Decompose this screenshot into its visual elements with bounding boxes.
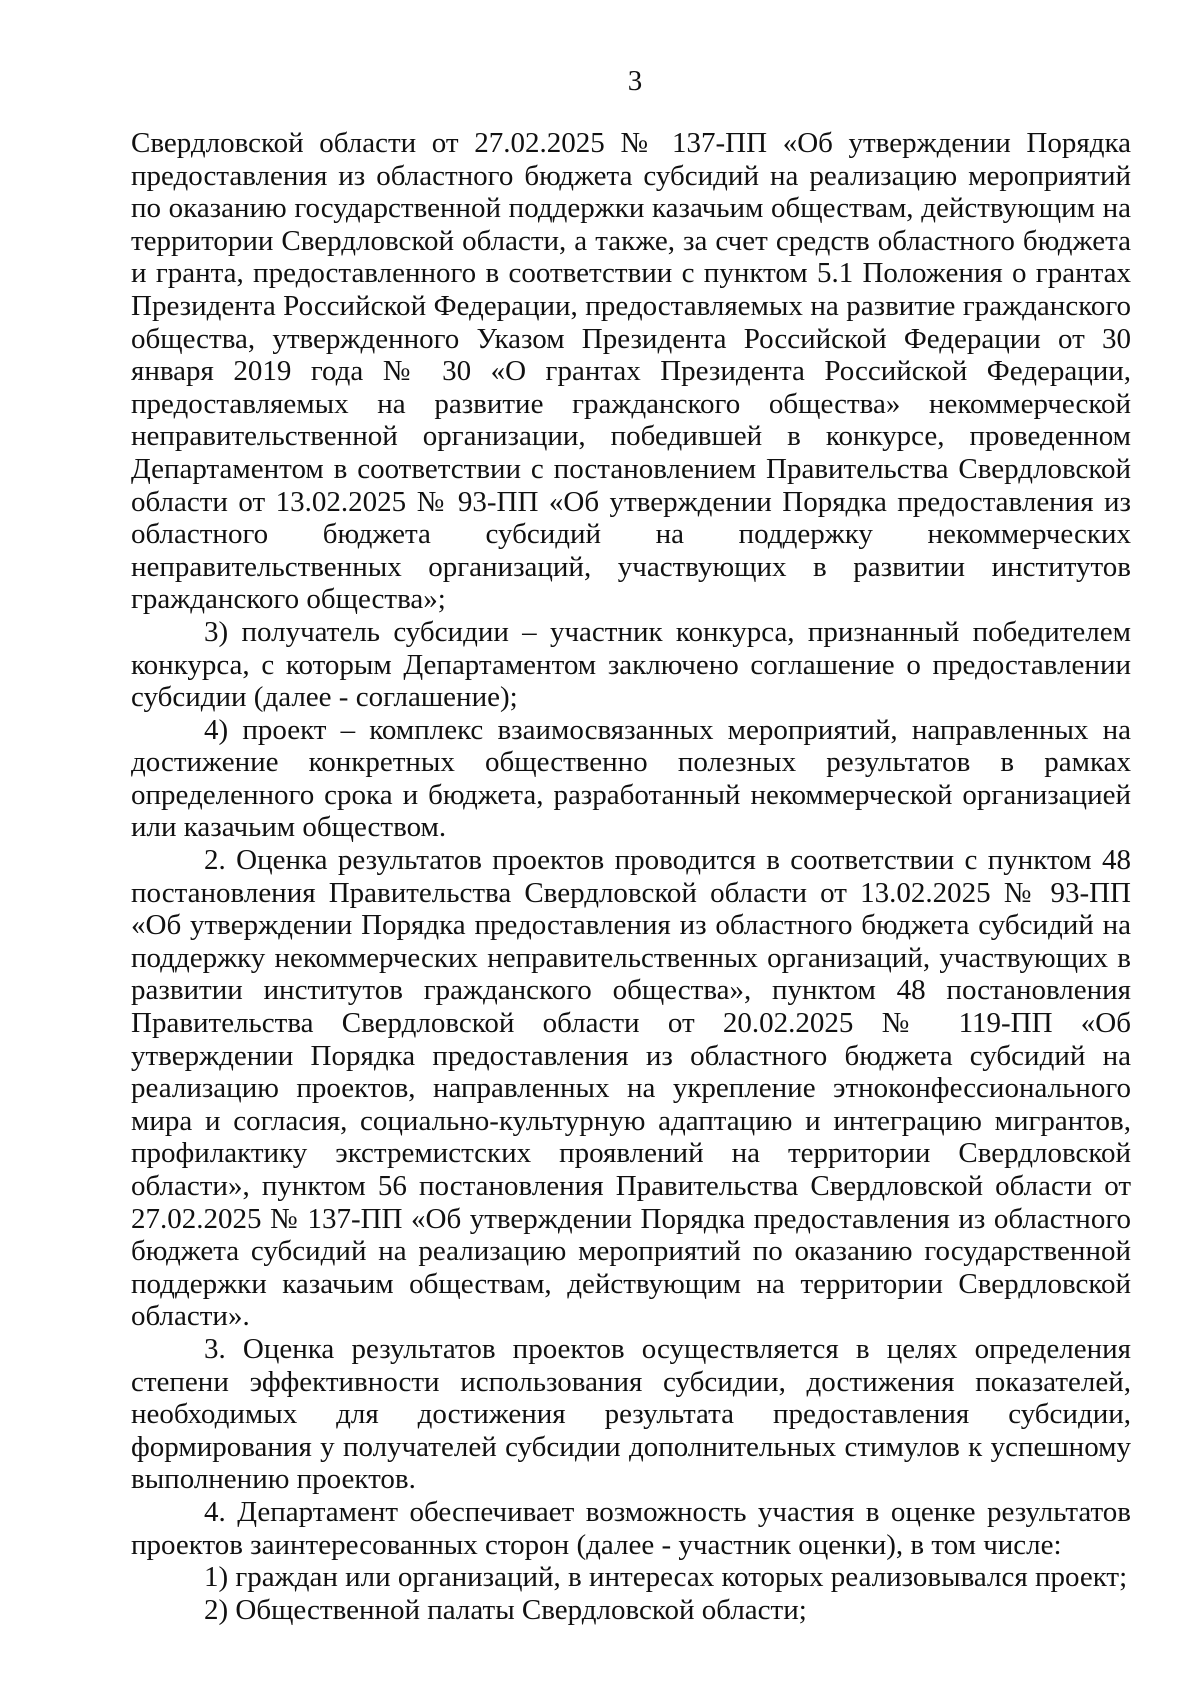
paragraph-item-4-project: 4) проект – комплекс взаимосвязанных мероприятий, направленных на достижение конкретных общественно полезных результатов в рамках определенного срока и бюджета, разработанный некоммерческой организацией или казачьим обществом. bbox=[131, 713, 1131, 844]
paragraph-continuation: Свердловской области от 27.02.2025 № 137-ПП «Об утверждении Порядка предоставления из областного бюджета субсидий на реализацию мероприятий по оказанию государственной поддержки казачьим обществам, действующим на территории Свердловской области, а также, за счет средств областного бюджета и гранта, предоставленного в соответствии с пунктом 5.1 Положения о грантах Президента Российской Федерации, предоставляемых на развитие гражданского общества, утвержденного Указом Президента Российской Федерации от 30 января 2019 года № 30 «О грантах Президента Российской Федерации, предоставляемых на развитие гражданского общества» некоммерческой неправительственной организации, победившей в конкурсе, проведенном Департаментом в соответствии с постановлением Правительства Свердловской области от 13.02.2025 № 93-ПП «Об утверждении Порядка предоставления из областного бюджета субсидий на поддержку некоммерческих неправительственных организаций, участвующих в развитии институтов гражданского общества»; bbox=[131, 127, 1131, 616]
paragraph-item-3-subsidy-recipient: 3) получатель субсидии – участник конкурса, признанный победителем конкурса, с которым Департаментом заключено соглашение о предоставлении субсидии (далее - соглашение); bbox=[131, 615, 1131, 714]
paragraph-clause-2: 2. Оценка результатов проектов проводится в соответствии с пунктом 48 постановления Правительства Свердловской области от 13.02.2025 № 93-ПП «Об утверждении Порядка предоставления из областного бюджета субсидий на поддержку некоммерческих неправительственных организаций, участвующих в развитии институтов гражданского общества», пунктом 48 постановления Правительства Свердловской области от 20.02.2025 № 119-ПП «Об утверждении Порядка предоставления из областного бюджета субсидий на реализацию проектов, направленных на укрепление этноконфессионального мира и согласия, социально-культурную адаптацию и интеграцию мигрантов, профилактику экстремистских проявлений на территории Свердловской области», пунктом 56 постановления Правительства Свердловской области от 27.02.2025 № 137-ПП «Об утверждении Порядка предоставления из областного бюджета субсидий на реализацию мероприятий по оказанию государственной поддержки казачьим обществам, действующим на территории Свердловской области». bbox=[131, 844, 1131, 1333]
paragraph-clause-4: 4. Департамент обеспечивает возможность участия в оценке результатов проектов заинтересованных сторон (далее - участник оценки), в том числе: bbox=[131, 1495, 1131, 1561]
paragraph-subitem-2: 2) Общественной палаты Свердловской области; bbox=[204, 1593, 807, 1626]
paragraph-clause-3: 3. Оценка результатов проектов осуществляется в целях определения степени эффективности использования субсидии, достижения показателей, необходимых для достижения результата предоставления субсидии, формирования у получателей субсидии дополнительных стимулов к успешному выполнению проектов. bbox=[131, 1332, 1131, 1496]
page-number: 3 bbox=[627, 65, 643, 97]
paragraph-subitem-1: 1) граждан или организаций, в интересах которых реализовывался проект; bbox=[204, 1561, 1128, 1594]
document-body bbox=[131, 127, 1131, 1626]
